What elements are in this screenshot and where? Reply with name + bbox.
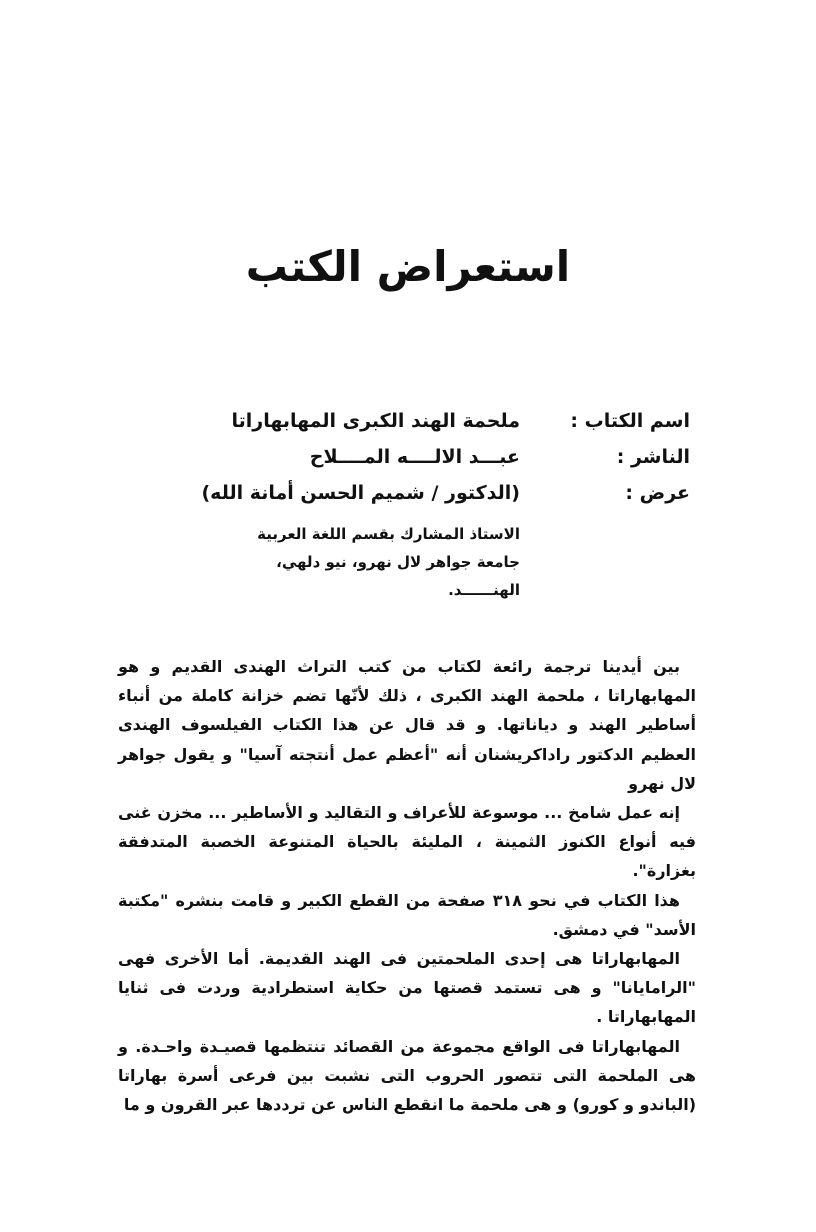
paragraph: بين أيدينا ترجمة رائعة لكتاب من كتب التراث الهندى القديم و هو المهابهاراتا ، ملحمة الهند الكبرى ، ذلك لأنّها تضم خزانة كاملة من أنباء أساطير الهند و دياناتها. و قد قال عن هذا الكتاب الفيلسوف الهندى العظيم الدكتور راداكريشنان أنه "أعظم عمل أنتجته آسيا" و يقول جواهر لال نهرو (118, 657, 696, 793)
publisher: عبـــد الالــــه المــــلاح (309, 446, 520, 468)
affiliation-line: الاستاذ المشارك بقسم اللغة العربية (257, 525, 520, 543)
reviewer-label: عرض : (625, 482, 690, 504)
paragraph: المهابهاراتا هى إحدى الملحمتين فى الهند القديمة. أما الأخرى فهى "الرامايانا" و هى تستمد قصتها من حكاية استطرادية وردت فى ثنايا المهابهاراتا . (118, 949, 696, 1027)
publisher-label: الناشر : (616, 446, 690, 468)
paragraph: إنه عمل شامخ ... موسوعة للأعراف و التقاليد و الأساطير ... مخزن غنى فيه أنواع الكنوز الثمينة ، المليئة بالحياة المتنوعة الخصبة المتدفقة بغزارة". (118, 803, 696, 881)
reviewer-affiliation (257, 520, 520, 604)
affiliation-line: الهنــــــد. (448, 581, 520, 599)
book-info (100, 410, 690, 518)
book-name-row (100, 410, 690, 446)
reviewer-row (100, 482, 690, 518)
book-name: ملحمة الهند الكبرى المهابهاراتا (231, 410, 520, 432)
page-title: استعراض الكتب (245, 242, 571, 291)
publisher-row (100, 446, 690, 482)
paragraph: المهابهاراتا فى الواقع مجموعة من القصائد تنتظمها قصيـدة واحـدة. و هى الملحمة التى تتصور الحروب التى نشبت بين فرعى أسرة بهاراتا (الباندو و كورو) و هى ملحمة ما انقطع الناس عن ترددها عبر القرون و ما (118, 1036, 696, 1115)
affiliation-line: جامعة جواهر لال نهرو، نيو دلهي، (276, 553, 520, 571)
review-body (118, 652, 696, 1119)
reviewer: (الدكتور / شميم الحسن أمانة الله) (201, 482, 520, 504)
paragraph: هذا الكتاب في نحو ٣١٨ صفحة من القطع الكبير و قامت بنشره "مكتبة الأسد" في دمشق. (118, 890, 696, 939)
book-name-label: اسم الكتاب : (570, 410, 690, 432)
